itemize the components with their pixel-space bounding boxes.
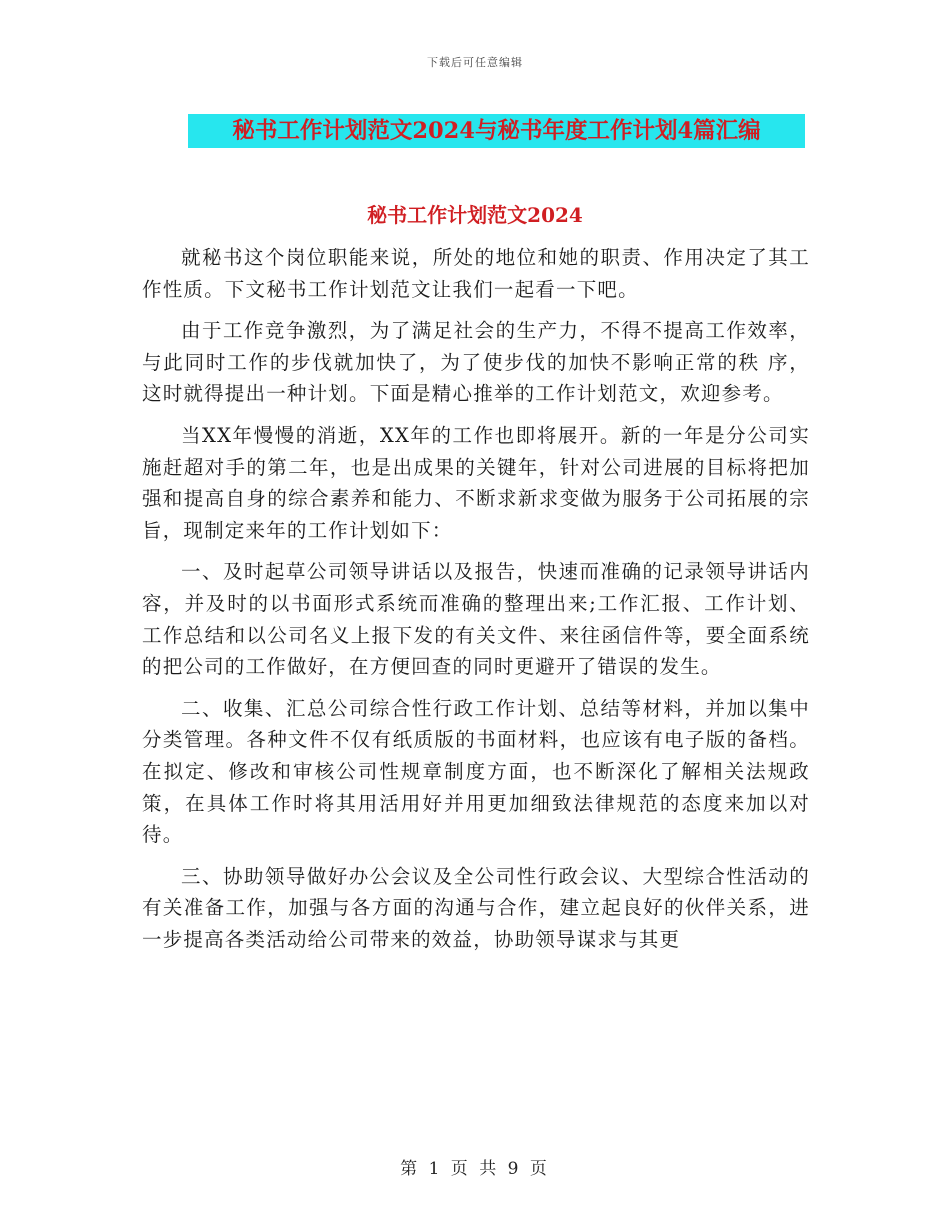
paragraph: 三、协助领导做好办公会议及全公司性行政会议、大型综合性活动的有关准备工作，加强与各方面的沟通与合作，建立起良好的伙伴关系，进一步提高各类活动给公司带来的效益，协助领导谋求与其更 bbox=[142, 864, 810, 951]
paragraph: 就秘书这个岗位职能来说，所处的地位和她的职责、作用决定了其工作性质。下文秘书工作计划范文让我们一起看一下吧。 bbox=[142, 246, 810, 301]
paragraph: 一、及时起草公司领导讲话以及报告，快速而准确的记录领导讲话内容，并及时的以书面形式系统而准确的整理出来;工作汇报、工作计划、工作总结和以公司名义上报下发的有关文件、来往函信件等，要全面系统的把公司的工作做好，在方便回查的同时更避开了错误的发生。 bbox=[142, 560, 810, 679]
page-footer: 第 1 页 共 9 页 bbox=[400, 1159, 550, 1179]
document-body bbox=[142, 242, 810, 955]
paragraph: 当XX年慢慢的消逝，XX年的工作也即将展开。新的一年是分公司实施赶超对手的第二年，也是出成果的关键年，针对公司进展的目标将把加强和提高自身的综合素养和能力、不断求新求变做为服务于公司拓展的宗旨，现制定来年的工作计划如下： bbox=[142, 423, 810, 542]
document-title: 秘书工作计划范文2024与秘书年度工作计划4篇汇编 bbox=[188, 114, 805, 148]
header-note: 下载后可任意编辑 bbox=[427, 56, 523, 69]
paragraph: 二、收集、汇总公司综合性行政工作计划、总结等材料，并加以集中分类管理。各种文件不仅有纸质版的书面材料，也应该有电子版的备档。在拟定、修改和审核公司性规章制度方面，也不断深化了解相关法规政策，在具体工作时将其用活用好并用更加细致法律规范的态度来加以对待。 bbox=[142, 696, 810, 847]
section-title: 秘书工作计划范文2024 bbox=[367, 203, 583, 227]
paragraph: 由于工作竞争激烈，为了满足社会的生产力，不得不提高工作效率，与此同时工作的步伐就加快了，为了使步伐的加快不影响正常的秩 序，这时就得提出一种计划。下面是精心推举的工作计划范文，欢迎参考。 bbox=[142, 319, 810, 406]
